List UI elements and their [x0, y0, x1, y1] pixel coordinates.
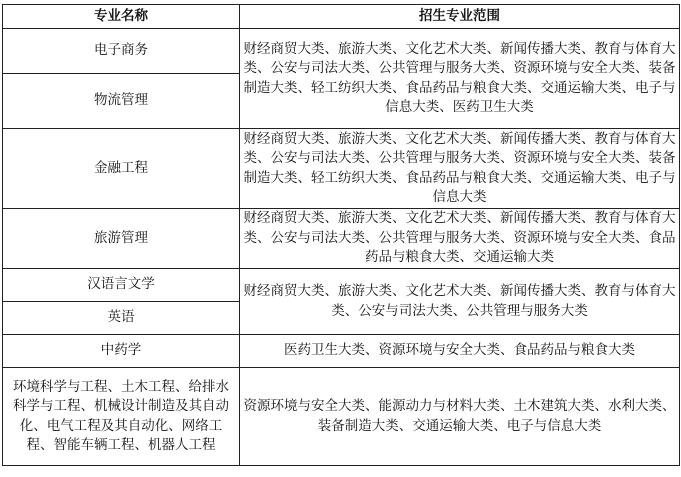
scope-cell: 资源环境与安全大类、能源动力与材料大类、土木建筑大类、水利大类、装备制造大类、交通运输大类、电子与信息大类 — [240, 368, 680, 466]
table-row — [3, 368, 680, 466]
major-cell: 金融工程 — [3, 129, 240, 209]
table-row — [3, 269, 680, 302]
major-cell: 电子商务 — [3, 29, 240, 74]
major-cell: 环境科学与工程、土木工程、给排水科学与工程、机械设计制造及其自动化、电气工程及其自动化、网络工程、智能车辆工程、机器人工程 — [3, 368, 240, 466]
scope-cell: 医药卫生大类、资源环境与安全大类、食品药品与粮食大类 — [240, 335, 680, 368]
header-major-name: 专业名称 — [3, 5, 240, 29]
major-table — [2, 4, 680, 466]
table-row — [3, 129, 680, 209]
scope-cell: 财经商贸大类、旅游大类、文化艺术大类、新闻传播大类、教育与体育大类、公安与司法大类、公共管理与服务大类、资源环境与安全大类、食品药品与粮食大类、交通运输大类 — [240, 209, 680, 269]
scope-cell: 财经商贸大类、旅游大类、文化艺术大类、新闻传播大类、教育与体育大类、公安与司法大类、公共管理与服务大类、资源环境与安全大类、装备制造大类、轻工纺织大类、食品药品与粮食大类、交通运输大类、电子与信息大类、医药卫生大类 — [240, 29, 680, 129]
major-cell: 旅游管理 — [3, 209, 240, 269]
major-cell: 物流管理 — [3, 74, 240, 129]
major-cell: 英语 — [3, 302, 240, 335]
header-enroll-scope: 招生专业范围 — [240, 5, 680, 29]
major-cell: 中药学 — [3, 335, 240, 368]
major-cell: 汉语言文学 — [3, 269, 240, 302]
table-row — [3, 209, 680, 269]
scope-cell: 财经商贸大类、旅游大类、文化艺术大类、新闻传播大类、教育与体育大类、公安与司法大类、公共管理与服务大类、资源环境与安全大类、装备制造大类、轻工纺织大类、食品药品与粮食大类、交通运输大类、电子与信息大类 — [240, 129, 680, 209]
table-row — [3, 335, 680, 368]
table-row — [3, 29, 680, 74]
header-row — [3, 5, 680, 29]
scope-cell: 财经商贸大类、旅游大类、文化艺术大类、新闻传播大类、教育与体育大类、公安与司法大类、公共管理与服务大类 — [240, 269, 680, 335]
